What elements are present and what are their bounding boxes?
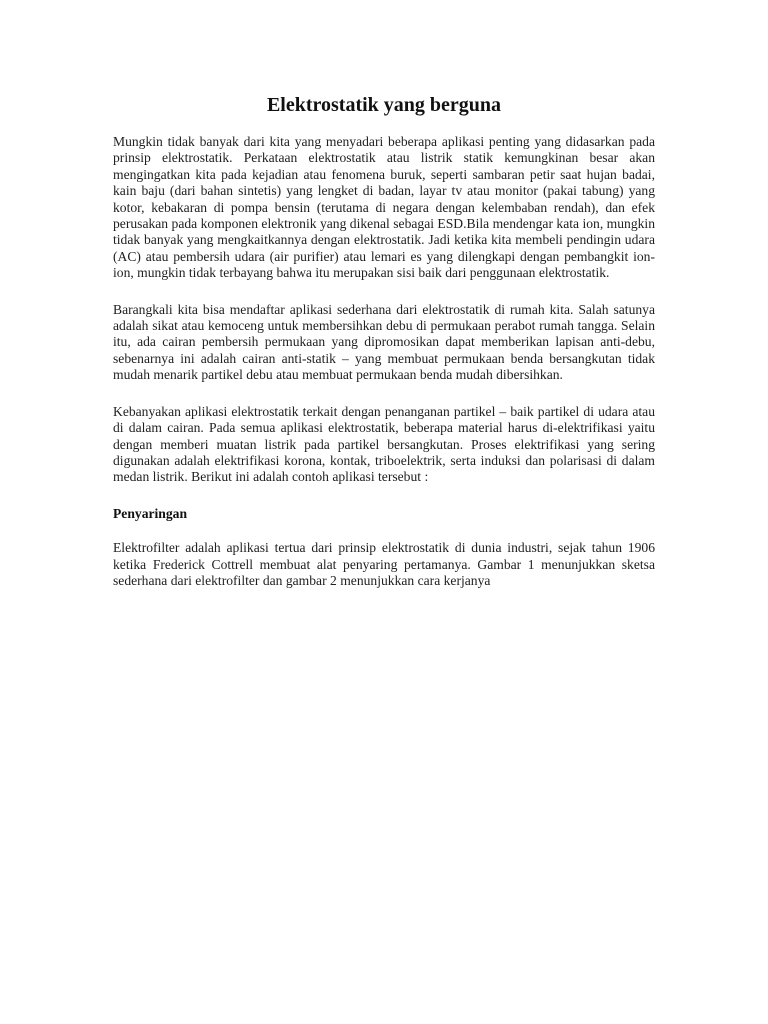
section-heading-penyaringan: Penyaringan — [113, 505, 188, 521]
paragraph-intro: Mungkin tidak banyak dari kita yang menyadari beberapa aplikasi penting yang didasarkan pada prinsip elektrostatik. Perkataan elektrostatik atau listrik statik kemungkinan besar akan mengingatkan kita pada kejadian atau fenomena buruk, seperti sambaran petir saat hujan badai, kain baju (dari bahan sintetis) yang lengket di badan, layar tv atau monitor (pakai tabung) yang kotor, kebakaran di pompa bensin (terutama di negara dengan kelembaban rendah), dan efek perusakan pada komponen elektronik yang dikenal sebagai ESD.Bila mendengar kata ion, mungkin tidak banyak yang mengkaitkannya dengan elektrostatik. Jadi ketika kita membeli pendingin udara (AC) atau pembersih udara (air purifier) atau lemari es yang dilengkapi dengan pembangkit ion-ion, mungkin tidak terbayang bahwa itu merupakan sisi baik dari penggunaan elektrostatik. — [113, 134, 655, 281]
document-title: Elektrostatik yang berguna — [266, 94, 502, 116]
paragraph-household: Barangkali kita bisa mendaftar aplikasi sederhana dari elektrostatik di rumah kita. Salah satunya adalah sikat atau kemoceng untuk membersihkan debu di permukaan perabot rumah tangga. Selain itu, ada cairan pembersih permukaan yang dipromosikan dapat memberikan lapisan anti-debu, sebenarnya ini adalah cairan anti-statik – yang membuat permukaan benda bersangkutan tidak mudah menarik partikel debu atau membuat permukaan benda mudah dibersihkan. — [113, 301, 655, 383]
paragraph-elektrofilter: Elektrofilter adalah aplikasi tertua dari prinsip elektrostatik di dunia industri, sejak tahun 1906 ketika Frederick Cottrell membuat alat penyaring pertamanya. Gambar 1 menunjukkan sketsa sederhana dari elektrofilter dan gambar 2 menunjukkan cara kerjanya — [113, 540, 655, 588]
document-page — [113, 92, 655, 609]
paragraph-particles: Kebanyakan aplikasi elektrostatik terkait dengan penanganan partikel – baik partikel di udara atau di dalam cairan. Pada semua aplikasi elektrostatik, beberapa material harus di-elektrifikasi yaitu dengan memberi muatan listrik pada partikel bersangkutan. Proses elektrifikasi yang sering digunakan adalah elektrifikasi korona, kontak, triboelektrik, serta induksi dan polarisasi di dalam medan listrik. Berikut ini adalah contoh aplikasi tersebut : — [113, 403, 655, 485]
